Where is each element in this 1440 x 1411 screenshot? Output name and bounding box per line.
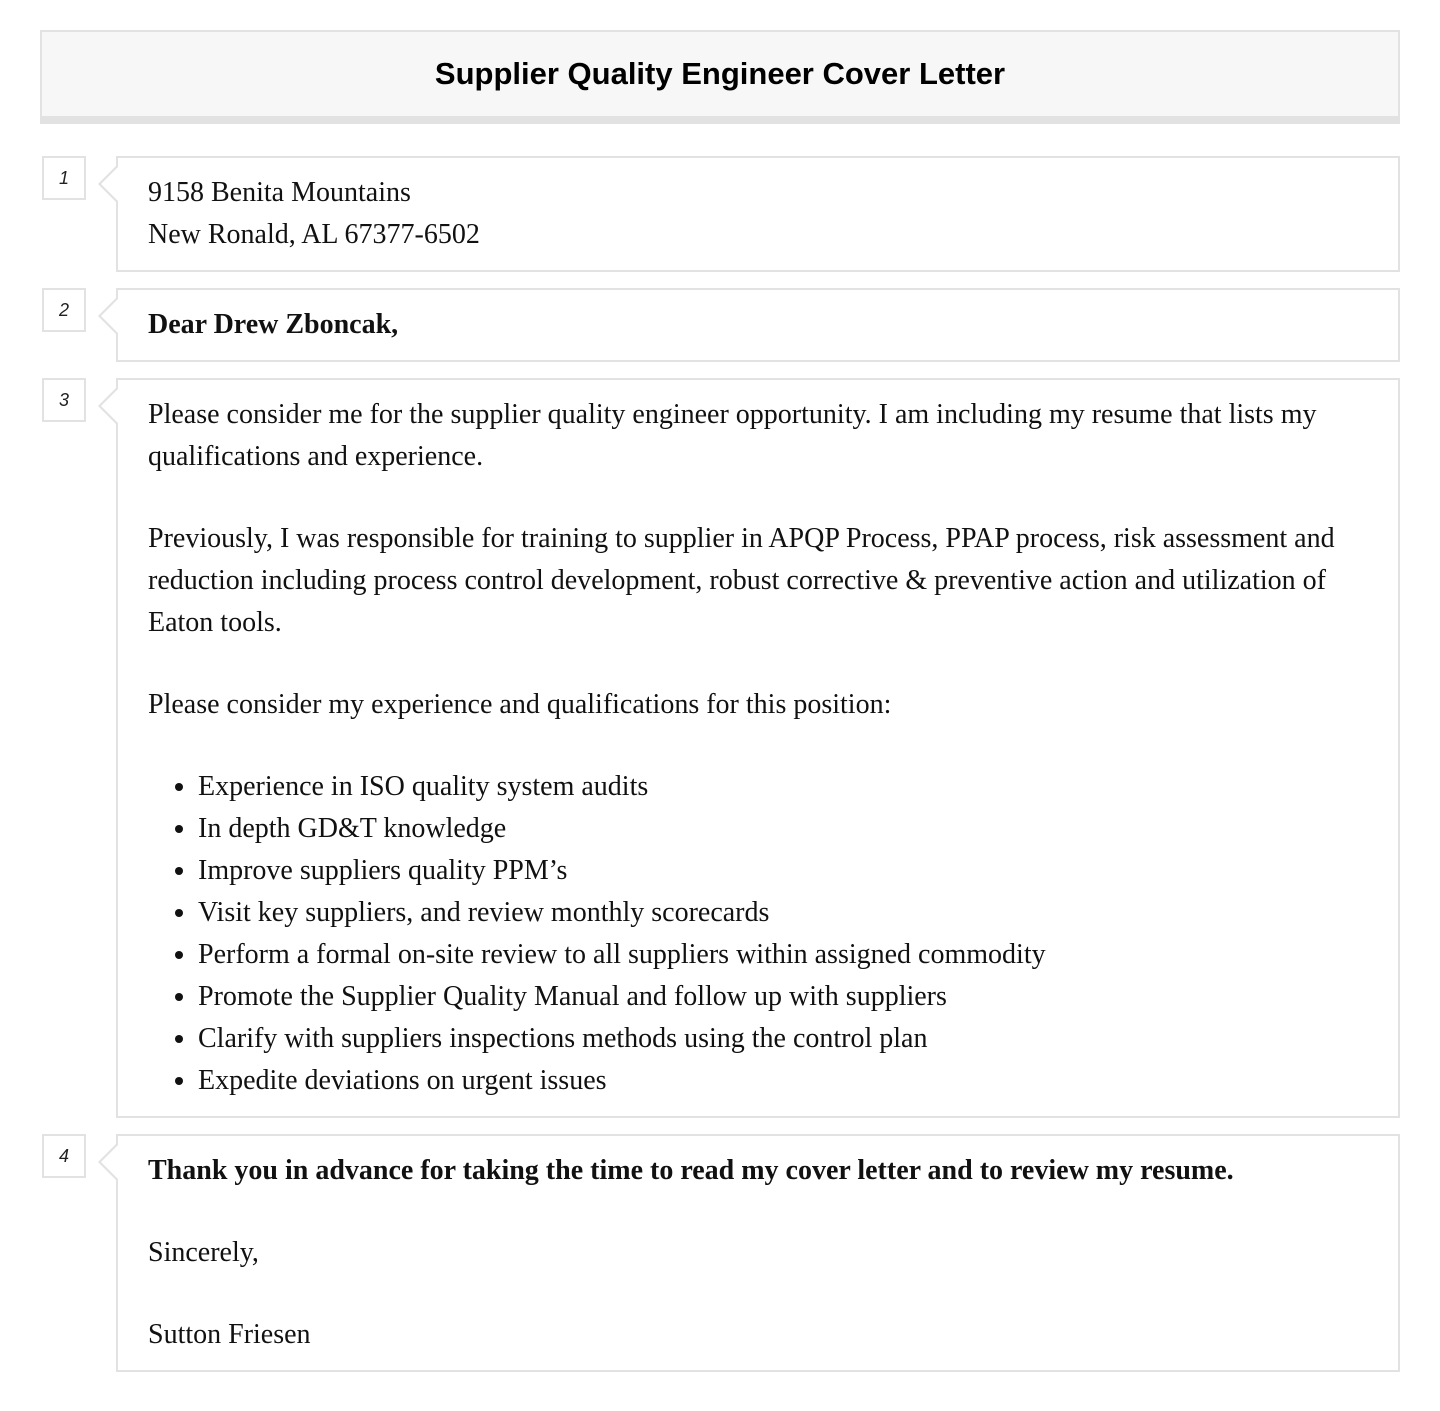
salutation: Dear Drew Zboncak, bbox=[148, 309, 399, 340]
section-number: 2 bbox=[42, 288, 86, 332]
closing-line: Sincerely, bbox=[148, 1237, 259, 1268]
salutation-card bbox=[116, 288, 1400, 362]
experience-paragraph: Previously, I was responsible for training to supplier in APQP Process, PPAP process, risk assessment and reduction including process control development, robust corrective & preventive action and utilization of Eaton tools. bbox=[148, 523, 1335, 638]
address-line-1: 9158 Benita Mountains bbox=[148, 177, 411, 208]
section-number: 1 bbox=[42, 156, 86, 200]
list-item: • Clarify with suppliers inspections methods using the control plan bbox=[198, 1018, 1368, 1060]
section-number: 3 bbox=[42, 378, 86, 422]
closing-card bbox=[116, 1134, 1400, 1372]
page-title: Supplier Quality Engineer Cover Letter bbox=[434, 56, 1006, 91]
body-card bbox=[116, 378, 1400, 1118]
list-item: • Perform a formal on-site review to all suppliers within assigned commodity bbox=[198, 934, 1368, 976]
list-item: • Improve suppliers quality PPM’s bbox=[198, 850, 1368, 892]
intro-paragraph: Please consider me for the supplier quality engineer opportunity. I am including my resume that lists my qualifications and experience. bbox=[148, 399, 1317, 472]
list-item: • Expedite deviations on urgent issues bbox=[198, 1060, 1368, 1102]
list-item: • Visit key suppliers, and review monthly scorecards bbox=[198, 892, 1368, 934]
address-card bbox=[116, 156, 1400, 272]
list-item: • Experience in ISO quality system audits bbox=[198, 766, 1368, 808]
title-bar bbox=[40, 30, 1400, 124]
address-line-2: New Ronald, AL 67377-6502 bbox=[148, 219, 480, 250]
qualifications-intro: Please consider my experience and qualifications for this position: bbox=[148, 689, 892, 720]
list-item: • Promote the Supplier Quality Manual and follow up with suppliers bbox=[198, 976, 1368, 1018]
list-item: • In depth GD&T knowledge bbox=[198, 808, 1368, 850]
section-number: 4 bbox=[42, 1134, 86, 1178]
qualifications-list bbox=[148, 766, 1368, 1102]
signature: Sutton Friesen bbox=[148, 1319, 311, 1350]
thanks-line: Thank you in advance for taking the time to read my cover letter and to review my resume. bbox=[148, 1155, 1234, 1186]
